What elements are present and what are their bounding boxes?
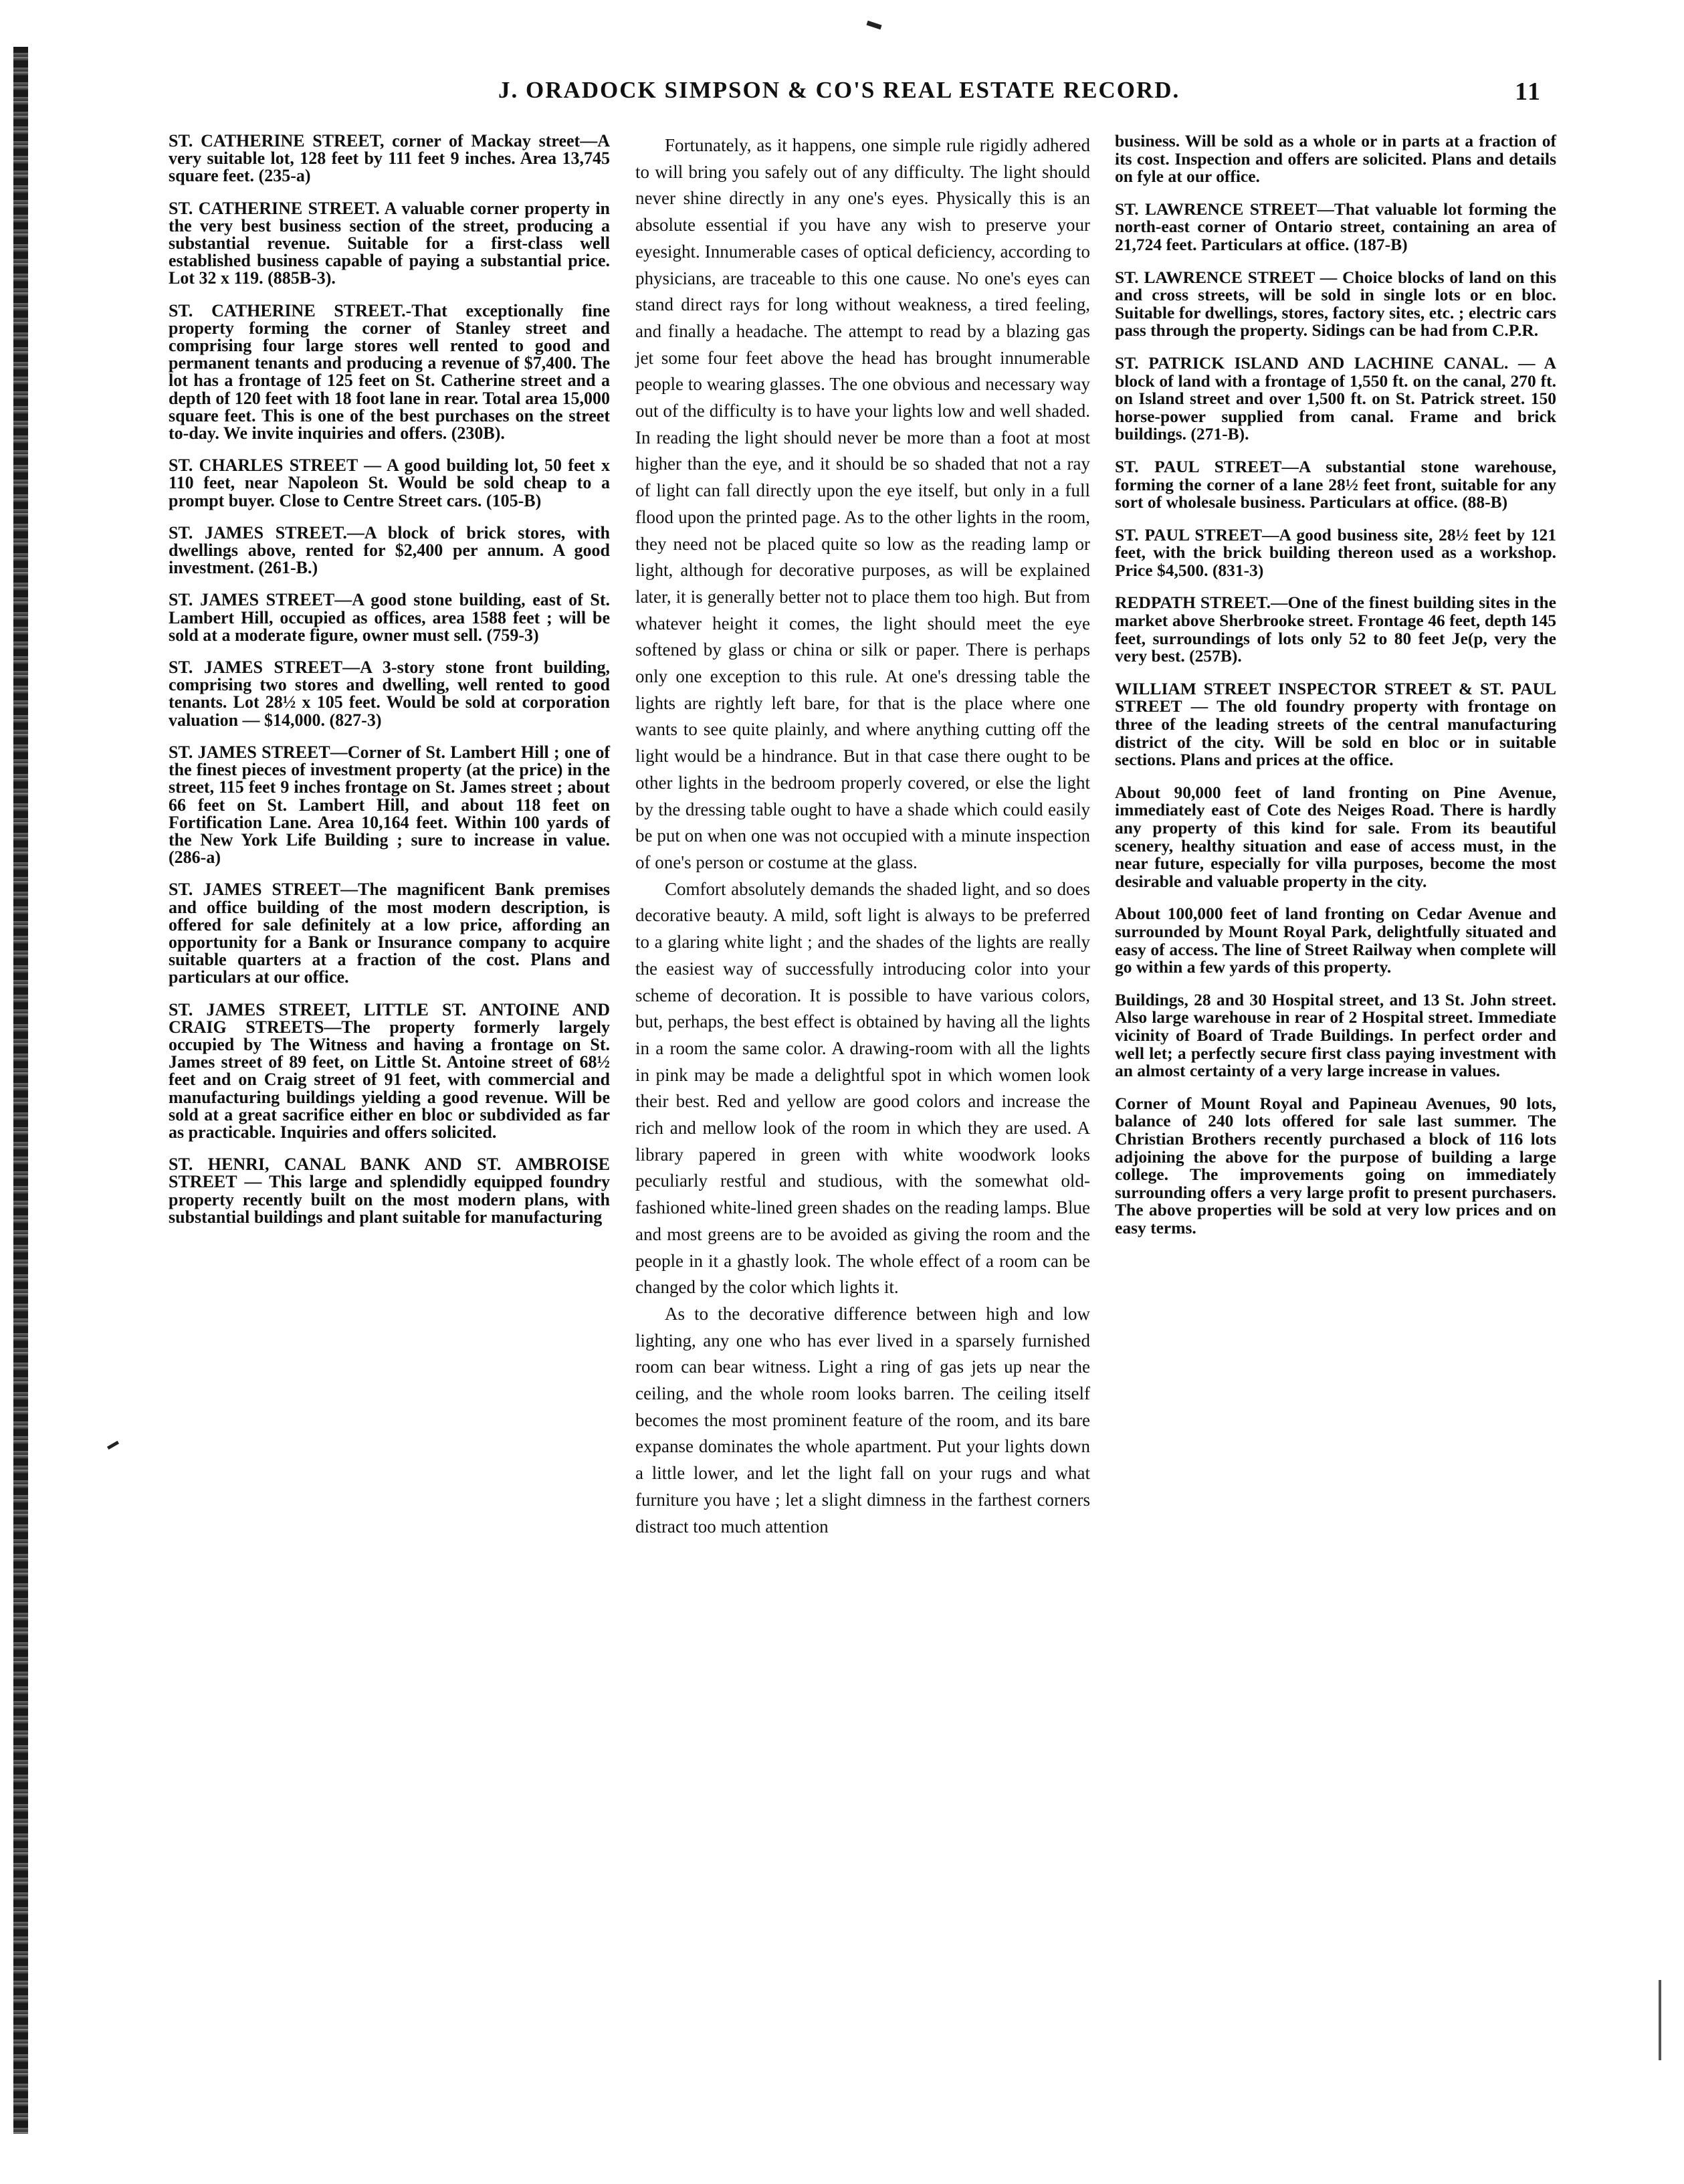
listing-item: REDPATH STREET.—One of the finest building sites in the market above Sherbrooke street. Frontage 46 feet, depth 145 feet, surroundings of lots only 52 to 80 feet Je(p, very the very best. (257B). bbox=[1115, 593, 1556, 666]
listing-item: ST. JAMES STREET, LITTLE ST. ANTOINE AND CRAIG STREETS—The property formerly largely occupied by The Witness and having a frontage on St. James street of 89 feet, on Little St. Antoine street of 68½ feet and on Craig street of 91 feet, with commercial and manufacturing buildings yielding a good revenue. Will be sold at a great sacrifice either en bloc or subdivided as far as practicable. Inquiries and offers solicited. bbox=[169, 999, 610, 1142]
listing-item: ST. JAMES STREET—The magnificent Bank premises and office building of the most modern description, is offered for sale definitely at a low price, affording an opportunity for a Bank or Insurance company to acquire suitable quarters at a fraction of the cost. Plans and particulars at our office. bbox=[169, 880, 610, 987]
listing-item: Corner of Mount Royal and Papineau Avenues, 90 lots, balance of 240 lots offered for sale last summer. The Christian Brothers recently purchased a block of 116 lots adjoining the above for the purpose of building a large college. The improvements going on immediately surrounding offers a very large profit to present purchasers. The above properties will be sold at very low prices and on easy terms. bbox=[1115, 1093, 1556, 1237]
page-header bbox=[498, 77, 1542, 117]
listing-item: ST. JAMES STREET—A good stone building, east of St. Lambert Hill, occupied as offices, area 1588 feet ; will be sold at a moderate figure, owner must sell. (759-3) bbox=[169, 590, 610, 645]
ink-mark bbox=[107, 1441, 119, 1450]
article-paragraph: Fortunately, as it happens, one simple rule rigidly adhered to will bring you safely out of any difficulty. The light should never shine directly in any one's eyes. Physically this is an absolute essential if you have any wish to preserve your eyesight. Innumerable cases of optical deficiency, according to physicians, are traceable to this one cause. No one's eyes can stand direct rays for long without weakness, a tired feeling, and finally a headache. The attempt to read by a blazing gas jet some four feet above the head has brought innumerable people to wearing glasses. The one obvious and necessary way out of the difficulty is to have your lights low and well shaded. In reading the light should never be more than a foot at most higher than the eye, and it should be so shaded that not a ray of light can fall directly upon the eye itself, but only in a full flood upon the printed page. As to the other lights in the room, they need not be placed quite so low as the reading lamp or light, although for decorative purposes, as will be explained later, it is generally better not to place them too high. But from whatever height it comes, the light should meet the eye softened by glass or china or silk or paper. There is perhaps only one exception to this rule. At one's dressing table the lights are rightly left bare, for that is the place where one wants to see quite plainly, and where anything cutting off the light would be a hindrance. But in that case there ought to be other lights in the bedroom properly covered, or else the light by the dressing table ought to have a shade which could easily be put on when one was not occupied with a minute inspection of one's person or costume at the glass. bbox=[635, 135, 1090, 872]
left-column bbox=[169, 132, 610, 1241]
listing-item: ST. LAWRENCE STREET—That valuable lot forming the north-east corner of Ontario street, containing an area of 21,724 feet. Particulars at office. (187-B) bbox=[1115, 199, 1556, 254]
listing-item: ST. JAMES STREET.—A block of brick stores, with dwellings above, rented for $2,400 per annum. A good investment. (261-B.) bbox=[169, 522, 610, 578]
listing-item: About 90,000 feet of land fronting on Pine Avenue, immediately east of Cote des Neiges Road. There is hardly any property of this kind for sale. From its beautiful scenery, healthy situation and ease of access must, in the near future, especially for villa purposes, become the most desirable and valuable property in the city. bbox=[1115, 782, 1556, 891]
listing-item: ST. PAUL STREET—A substantial stone warehouse, forming the corner of a lane 28½ feet front, suitable for any sort of wholesale business. Particulars at office. (88-B) bbox=[1115, 456, 1556, 512]
listing-item: WILLIAM STREET INSPECTOR STREET & ST. PAUL STREET — The old foundry property with frontage on three of the leading streets of the central manufacturing district of the city. Will be sold en bloc or in suitable sections. Plans and prices at the office. bbox=[1115, 678, 1556, 770]
listing-item: Buildings, 28 and 30 Hospital street, and 13 St. John street. Also large warehouse in rear of 2 Hospital street. Immediate vicinity of Board of Trade Buildings. In perfect order and well let; a perfectly secure first class paying investment with an almost certainty of a very large increase in values. bbox=[1115, 989, 1556, 1081]
scanned-page-edge bbox=[13, 47, 28, 2134]
listing-item: ST. CATHERINE STREET.-That exceptionally fine property forming the corner of Stanley street and comprising four large stores well rented to good and permanent tenants and producing a revenue of $7,400. The lot has a frontage of 125 feet on St. Catherine street and a depth of 120 feet with 18 foot lane in rear. Total area 15,000 square feet. This is one of the best purchases on the street to-day. We invite inquiries and offers. (230B). bbox=[169, 300, 610, 443]
listing-item: ST. HENRI, CANAL BANK AND ST. AMBROISE STREET — This large and splendidly equipped foundry property recently built on the most modern plans, with substantial buildings and plant suitable for manufacturing bbox=[169, 1155, 610, 1227]
listing-item: business. Will be sold as a whole or in parts at a fraction of its cost. Inspection and offers are solicited. Plans and details on fyle at our office. bbox=[1115, 131, 1556, 187]
ink-mark bbox=[866, 21, 881, 29]
listing-item: ST. JAMES STREET—Corner of St. Lambert Hill ; one of the finest pieces of investment property (at the price) in the street, 115 feet 9 inches frontage on St. James street ; about 66 feet on St. Lambert Hill, and about 118 feet on Fortification Lane. Area 10,164 feet. Within 100 yards of the New York Life Building ; sure to increase in value. (286-a) bbox=[169, 742, 610, 868]
publication-title: J. ORADOCK SIMPSON & CO'S REAL ESTATE RECORD. bbox=[498, 77, 1180, 103]
listing-item: ST. PAUL STREET—A good business site, 28½ feet by 121 feet, with the brick building thereon used as a workshop. Price $4,500. (831-3) bbox=[1115, 524, 1556, 580]
listing-item: ST. CATHERINE STREET, corner of Mackay street—A very suitable lot, 128 feet by 111 feet 9 inches. Area 13,745 square feet. (235-a) bbox=[169, 131, 610, 186]
listing-item: ST. CATHERINE STREET. A valuable corner property in the very best business section of the street, producing a substantial revenue. Suitable for a first-class well established business capable of paying a substantial price. Lot 32 x 119. (885B-3). bbox=[169, 198, 610, 288]
listing-item: ST. JAMES STREET—A 3-story stone front building, comprising two stores and dwelling, well rented to good tenants. Lot 28½ x 105 feet. Would be sold at corporation valuation — $14,000. (827-3) bbox=[169, 658, 610, 730]
listing-item: About 100,000 feet of land fronting on Cedar Avenue and surrounded by Mount Royal Park, delightfully situated and easy of access. The line of Street Railway when complete will go within a few yards of this property. bbox=[1115, 904, 1556, 977]
article-column bbox=[635, 132, 1090, 1540]
ink-mark bbox=[1659, 1980, 1661, 2060]
listing-item: ST. PATRICK ISLAND AND LACHINE CANAL. — A block of land with a frontage of 1,550 ft. on the canal, 270 ft. on Island street and over 1,500 ft. on St. Patrick street. 150 horse-power supplied from canal. Frame and brick buildings. (271-B). bbox=[1115, 353, 1556, 444]
page-number: 11 bbox=[1515, 78, 1542, 106]
article-paragraph: Comfort absolutely demands the shaded light, and so does decorative beauty. A mild, soft light is always to be preferred to a glaring white light ; and the shades of the lights are really the easiest way of successfully introducing color into your scheme of decoration. It is possible to have various colors, but, perhaps, the best effect is obtained by having all the lights in a room the same color. A drawing-room with all the lights in pink may be made a delightful spot in which women look their best. Red and yellow are good colors and increase the rich and mellow look of the room in which they are used. A library papered in green with white woodwork looks peculiarly restful and studious, with the somewhat old-fashioned white-lined green shades on the reading lamps. Blue and most greens are to be avoided as giving the room and the people in it a ghastly look. The whole effect of a room can be changed by the color which lights it. bbox=[635, 878, 1090, 1298]
right-column bbox=[1115, 132, 1556, 1252]
listing-item: ST. CHARLES STREET — A good building lot, 50 feet x 110 feet, near Napoleon St. Would be sold cheap to a prompt buyer. Close to Centre Street cars. (105-B) bbox=[169, 456, 610, 510]
article-paragraph: As to the decorative difference between high and low lighting, any one who has ever lived in a sparsely furnished room can bear witness. Light a ring of gas jets up near the ceiling, and the whole room looks barren. The ceiling itself becomes the most prominent feature of the room, and its bare expanse dominates the whole apartment. Put your lights down a little lower, and let the light fall on your rugs and what furniture you have ; let a slight dimness in the farthest corners distract too much attention bbox=[635, 1303, 1090, 1536]
listing-item: ST. LAWRENCE STREET — Choice blocks of land on this and cross streets, will be sold in single lots or en bloc. Suitable for dwellings, stores, factory sites, etc. ; electric cars pass through the property. Sidings can be had from C.P.R. bbox=[1115, 267, 1556, 340]
